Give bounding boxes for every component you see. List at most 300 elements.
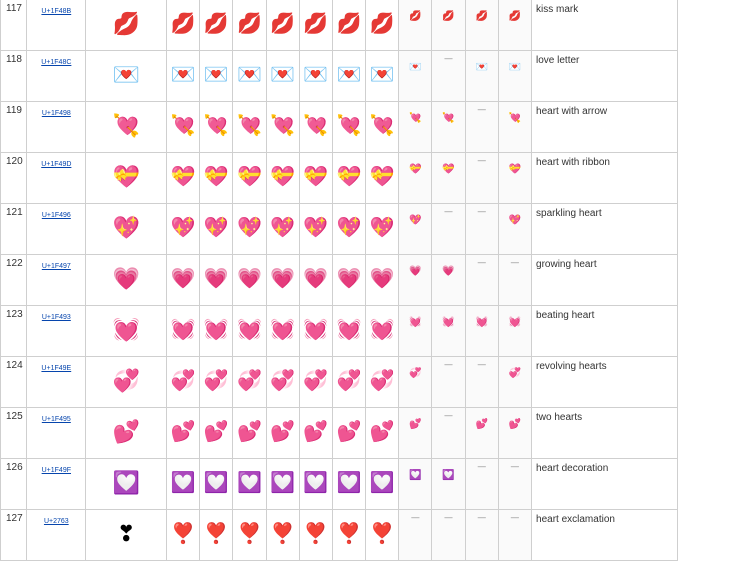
legacy-image-cell [432, 357, 465, 408]
emoji-image-small: — [477, 156, 487, 166]
emoji-name: beating heart [532, 306, 678, 357]
vendor-image-cell [200, 102, 233, 153]
vendor-image-cell [366, 459, 399, 510]
emoji-image-small: 💓 [442, 317, 455, 328]
table-row [1, 204, 678, 255]
emoji-image: 💘 [170, 113, 196, 137]
legacy-image-cell [465, 510, 498, 561]
codepoint-link[interactable]: U+1F49F [41, 467, 71, 474]
emoji-image: 💗 [270, 266, 296, 290]
vendor-image-cell [366, 102, 399, 153]
table-row [1, 459, 678, 510]
emoji-image-small: 💋 [475, 11, 488, 22]
emoji-image-small: 💌 [409, 62, 422, 73]
emoji-image: 💋 [336, 11, 362, 35]
emoji-image: 💌 [336, 62, 362, 86]
emoji-image: 💟 [369, 470, 395, 494]
emoji-image-small: — [510, 462, 520, 472]
emoji-image-small: 💕 [475, 419, 488, 430]
emoji-image-small: — [410, 513, 420, 523]
table-row [1, 306, 678, 357]
emoji-image: 💘 [236, 113, 262, 137]
emoji-image-small: — [444, 360, 454, 370]
legacy-image-cell [465, 459, 498, 510]
emoji-image: 💖 [270, 215, 296, 239]
vendor-image-cell [166, 357, 199, 408]
emoji-image-small: 💗 [409, 266, 422, 277]
row-number: 124 [1, 357, 27, 408]
codepoint-link[interactable]: U+1F498 [41, 110, 71, 117]
legacy-image-cell [432, 204, 465, 255]
emoji-glyph: 💞 [112, 369, 140, 394]
emoji-image-small: 💘 [508, 113, 522, 124]
emoji-name: growing heart [532, 255, 678, 306]
emoji-image-small: 💘 [409, 113, 422, 124]
legacy-image-cell [498, 510, 531, 561]
vendor-image-cell [200, 255, 233, 306]
emoji-name: heart with ribbon [532, 153, 678, 204]
legacy-image-cell [432, 102, 465, 153]
emoji-image: 💖 [369, 215, 395, 239]
emoji-image: 💓 [270, 317, 296, 341]
emoji-image: 💓 [203, 317, 229, 341]
emoji-image-small: — [444, 411, 454, 421]
emoji-name: heart decoration [532, 459, 678, 510]
row-number: 119 [1, 102, 27, 153]
browser-glyph-cell [86, 51, 166, 102]
vendor-image-cell [166, 459, 199, 510]
browser-glyph-cell [86, 459, 166, 510]
emoji-image: 💞 [369, 368, 395, 392]
emoji-image: 💕 [270, 419, 296, 443]
legacy-image-cell [399, 357, 432, 408]
vendor-image-cell [332, 408, 365, 459]
vendor-image-cell [299, 153, 332, 204]
vendor-image-cell [299, 255, 332, 306]
vendor-image-cell [166, 510, 199, 561]
legacy-image-cell [399, 408, 432, 459]
emoji-image-small: 💕 [508, 419, 522, 430]
emoji-image: 💝 [336, 164, 362, 188]
vendor-image-cell [233, 357, 266, 408]
row-number: 127 [1, 510, 27, 561]
emoji-image: ❣️ [203, 521, 229, 545]
legacy-image-cell [399, 459, 432, 510]
codepoint-link[interactable]: U+2763 [43, 518, 69, 525]
legacy-image-cell [498, 459, 531, 510]
legacy-image-cell [498, 204, 531, 255]
vendor-image-cell [332, 459, 365, 510]
emoji-image: 💗 [203, 266, 229, 290]
vendor-image-cell [332, 510, 365, 561]
emoji-image-small: — [444, 54, 454, 64]
codepoint-link[interactable]: U+1F493 [41, 314, 71, 321]
emoji-image: 💞 [170, 368, 196, 392]
emoji-image: 💓 [369, 317, 395, 341]
vendor-image-cell [332, 204, 365, 255]
emoji-image: 💟 [170, 470, 196, 494]
emoji-name: love letter [532, 51, 678, 102]
vendor-image-cell [233, 51, 266, 102]
vendor-image-cell [266, 102, 299, 153]
vendor-image-cell [299, 0, 332, 51]
legacy-image-cell [432, 510, 465, 561]
emoji-glyph: 💓 [112, 318, 140, 343]
emoji-image: 💕 [203, 419, 229, 443]
emoji-image: 💖 [336, 215, 362, 239]
vendor-image-cell [299, 306, 332, 357]
codepoint-link[interactable]: U+1F49D [41, 161, 72, 168]
emoji-image: 💌 [303, 62, 329, 86]
emoji-image: 💝 [236, 164, 262, 188]
vendor-image-cell [200, 357, 233, 408]
emoji-image: 💓 [236, 317, 262, 341]
vendor-image-cell [299, 459, 332, 510]
emoji-image: 💖 [236, 215, 262, 239]
table-row [1, 255, 678, 306]
vendor-image-cell [200, 153, 233, 204]
emoji-image-small: — [510, 513, 520, 523]
emoji-image: ❣️ [170, 521, 196, 545]
emoji-glyph: 💗 [112, 267, 140, 292]
emoji-image: 💖 [170, 215, 196, 239]
vendor-image-cell [166, 306, 199, 357]
vendor-image-cell [233, 102, 266, 153]
emoji-image-small: 💞 [409, 368, 422, 379]
vendor-image-cell [299, 102, 332, 153]
vendor-image-cell [166, 102, 199, 153]
emoji-image: 💝 [170, 164, 196, 188]
codepoint-cell [27, 51, 86, 102]
row-number: 121 [1, 204, 27, 255]
emoji-image: ❣️ [236, 521, 262, 545]
vendor-image-cell [299, 357, 332, 408]
table-row [1, 51, 678, 102]
codepoint-link[interactable]: U+1F48B [41, 8, 72, 15]
vendor-image-cell [366, 306, 399, 357]
vendor-image-cell [366, 51, 399, 102]
vendor-image-cell [299, 510, 332, 561]
emoji-image-small: 💝 [409, 164, 422, 175]
vendor-image-cell [266, 306, 299, 357]
emoji-glyph: 💖 [112, 216, 140, 241]
legacy-image-cell [498, 153, 531, 204]
emoji-image: 💞 [203, 368, 229, 392]
vendor-image-cell [366, 408, 399, 459]
vendor-image-cell [266, 153, 299, 204]
emoji-image: 💕 [336, 419, 362, 443]
emoji-image: ❣️ [303, 521, 329, 545]
browser-glyph-cell [86, 255, 166, 306]
emoji-image-small: 💖 [508, 215, 522, 226]
vendor-image-cell [233, 306, 266, 357]
table-row [1, 153, 678, 204]
vendor-image-cell [166, 204, 199, 255]
codepoint-link[interactable]: U+1F495 [41, 416, 71, 423]
vendor-image-cell [266, 357, 299, 408]
emoji-image: 💟 [336, 470, 362, 494]
emoji-image-small: 💞 [508, 368, 522, 379]
legacy-image-cell [498, 0, 531, 51]
emoji-image-small: 💗 [442, 266, 455, 277]
legacy-image-cell [465, 408, 498, 459]
emoji-image: 💗 [336, 266, 362, 290]
emoji-glyph: ❣ [117, 522, 136, 547]
vendor-image-cell [166, 153, 199, 204]
emoji-image: 💞 [270, 368, 296, 392]
emoji-image-small: — [477, 105, 487, 115]
vendor-image-cell [233, 408, 266, 459]
vendor-image-cell [233, 153, 266, 204]
vendor-image-cell [233, 459, 266, 510]
emoji-image: 💓 [336, 317, 362, 341]
row-number: 125 [1, 408, 27, 459]
emoji-image: 💘 [203, 113, 229, 137]
emoji-image-small: — [477, 462, 487, 472]
codepoint-cell [27, 204, 86, 255]
browser-glyph-cell [86, 102, 166, 153]
emoji-image: 💞 [303, 368, 329, 392]
browser-glyph-cell [86, 306, 166, 357]
emoji-image-small: 💌 [508, 62, 522, 73]
emoji-image-small: 💌 [475, 62, 488, 73]
emoji-image-small: 💖 [409, 215, 422, 226]
browser-glyph-cell [86, 153, 166, 204]
legacy-image-cell [498, 255, 531, 306]
legacy-image-cell [399, 510, 432, 561]
vendor-image-cell [233, 204, 266, 255]
vendor-image-cell [233, 0, 266, 51]
emoji-name: kiss mark [532, 0, 678, 51]
codepoint-cell [27, 306, 86, 357]
row-number: 122 [1, 255, 27, 306]
legacy-image-cell [432, 306, 465, 357]
emoji-image-small: 💘 [442, 113, 455, 124]
vendor-image-cell [166, 0, 199, 51]
emoji-glyph: 💌 [112, 63, 140, 88]
emoji-name: sparkling heart [532, 204, 678, 255]
vendor-image-cell [166, 51, 199, 102]
codepoint-cell [27, 357, 86, 408]
row-number: 117 [1, 0, 27, 51]
legacy-image-cell [498, 408, 531, 459]
vendor-image-cell [366, 255, 399, 306]
vendor-image-cell [166, 408, 199, 459]
emoji-image-small: 💓 [475, 317, 488, 328]
emoji-image-small: — [444, 207, 454, 217]
emoji-image: 💘 [270, 113, 296, 137]
legacy-image-cell [432, 0, 465, 51]
emoji-image: 💗 [303, 266, 329, 290]
codepoint-cell [27, 459, 86, 510]
emoji-name: revolving hearts [532, 357, 678, 408]
emoji-image: 💗 [170, 266, 196, 290]
emoji-image-small: — [477, 207, 487, 217]
legacy-image-cell [399, 153, 432, 204]
row-number: 123 [1, 306, 27, 357]
legacy-image-cell [432, 153, 465, 204]
browser-glyph-cell [86, 204, 166, 255]
emoji-glyph: 💝 [112, 165, 140, 190]
emoji-image: 💋 [236, 11, 262, 35]
legacy-image-cell [465, 102, 498, 153]
browser-glyph-cell [86, 408, 166, 459]
emoji-glyph: 💕 [112, 420, 140, 445]
emoji-image: 💝 [369, 164, 395, 188]
codepoint-link[interactable]: U+1F49E [41, 365, 72, 372]
emoji-image-small: 💓 [409, 317, 422, 328]
codepoint-link[interactable]: U+1F48C [41, 59, 72, 66]
vendor-image-cell [366, 510, 399, 561]
legacy-image-cell [465, 51, 498, 102]
vendor-image-cell [200, 510, 233, 561]
vendor-image-cell [332, 102, 365, 153]
vendor-image-cell [200, 0, 233, 51]
emoji-image: 💘 [303, 113, 329, 137]
table-row [1, 357, 678, 408]
vendor-image-cell [332, 153, 365, 204]
vendor-image-cell [266, 408, 299, 459]
emoji-image: ❣️ [270, 521, 296, 545]
codepoint-cell [27, 408, 86, 459]
emoji-image: 💟 [236, 470, 262, 494]
codepoint-link[interactable]: U+1F496 [41, 212, 71, 219]
legacy-image-cell [432, 51, 465, 102]
vendor-image-cell [266, 204, 299, 255]
emoji-image: 💗 [369, 266, 395, 290]
emoji-image: 💋 [170, 11, 196, 35]
emoji-image-small: 💝 [442, 164, 455, 175]
vendor-image-cell [366, 0, 399, 51]
emoji-image: 💝 [303, 164, 329, 188]
emoji-image: 💟 [303, 470, 329, 494]
codepoint-link[interactable]: U+1F497 [41, 263, 71, 270]
emoji-image: 💝 [270, 164, 296, 188]
row-number: 126 [1, 459, 27, 510]
emoji-image: 💌 [369, 62, 395, 86]
emoji-image-small: — [444, 513, 454, 523]
codepoint-cell [27, 153, 86, 204]
emoji-image-small: 💓 [508, 317, 522, 328]
vendor-image-cell [233, 255, 266, 306]
emoji-image-small: 💝 [508, 164, 522, 175]
emoji-image: 💋 [369, 11, 395, 35]
emoji-image-small: — [477, 513, 487, 523]
legacy-image-cell [399, 204, 432, 255]
emoji-image: 💖 [203, 215, 229, 239]
legacy-image-cell [465, 153, 498, 204]
emoji-name: heart exclamation [532, 510, 678, 561]
emoji-glyph: 💋 [112, 12, 140, 37]
codepoint-cell [27, 255, 86, 306]
vendor-image-cell [200, 459, 233, 510]
legacy-image-cell [498, 306, 531, 357]
vendor-image-cell [266, 51, 299, 102]
emoji-image: 💗 [236, 266, 262, 290]
vendor-image-cell [299, 204, 332, 255]
emoji-table-body [1, 0, 678, 561]
emoji-image-small: — [477, 258, 487, 268]
vendor-image-cell [200, 51, 233, 102]
codepoint-cell [27, 0, 86, 51]
vendor-image-cell [299, 51, 332, 102]
legacy-image-cell [399, 102, 432, 153]
emoji-image: 💕 [369, 419, 395, 443]
vendor-image-cell [366, 357, 399, 408]
vendor-image-cell [200, 306, 233, 357]
emoji-image: 💋 [270, 11, 296, 35]
vendor-image-cell [332, 306, 365, 357]
legacy-image-cell [432, 408, 465, 459]
emoji-image: 💕 [170, 419, 196, 443]
emoji-name: heart with arrow [532, 102, 678, 153]
vendor-image-cell [299, 408, 332, 459]
emoji-image-small: 💟 [409, 470, 422, 481]
emoji-image: ❣️ [369, 521, 395, 545]
row-number: 118 [1, 51, 27, 102]
emoji-image: 💖 [303, 215, 329, 239]
vendor-image-cell [200, 204, 233, 255]
emoji-name: two hearts [532, 408, 678, 459]
vendor-image-cell [366, 204, 399, 255]
codepoint-cell [27, 510, 86, 561]
emoji-image-small: — [510, 258, 520, 268]
legacy-image-cell [432, 255, 465, 306]
emoji-image: 💝 [203, 164, 229, 188]
vendor-image-cell [266, 510, 299, 561]
legacy-image-cell [465, 0, 498, 51]
browser-glyph-cell [86, 0, 166, 51]
emoji-image: ❣️ [336, 521, 362, 545]
vendor-image-cell [332, 255, 365, 306]
vendor-image-cell [366, 153, 399, 204]
legacy-image-cell [465, 357, 498, 408]
table-row [1, 0, 678, 51]
legacy-image-cell [465, 204, 498, 255]
emoji-image: 💟 [270, 470, 296, 494]
browser-glyph-cell [86, 357, 166, 408]
emoji-glyph: 💘 [112, 114, 140, 139]
legacy-image-cell [498, 102, 531, 153]
emoji-image: 💋 [303, 11, 329, 35]
emoji-image: 💟 [203, 470, 229, 494]
emoji-image: 💓 [303, 317, 329, 341]
legacy-image-cell [465, 306, 498, 357]
browser-glyph-cell [86, 510, 166, 561]
emoji-image-small: 💋 [409, 11, 422, 22]
vendor-image-cell [266, 459, 299, 510]
emoji-image: 💕 [303, 419, 329, 443]
codepoint-cell [27, 102, 86, 153]
emoji-image: 💋 [203, 11, 229, 35]
legacy-image-cell [498, 51, 531, 102]
table-row [1, 510, 678, 561]
emoji-image: 💞 [336, 368, 362, 392]
legacy-image-cell [399, 255, 432, 306]
legacy-image-cell [498, 357, 531, 408]
legacy-image-cell [465, 255, 498, 306]
legacy-image-cell [399, 0, 432, 51]
emoji-image-small: — [477, 360, 487, 370]
emoji-image: 💌 [170, 62, 196, 86]
legacy-image-cell [399, 306, 432, 357]
emoji-image-small: 💋 [508, 11, 522, 22]
vendor-image-cell [332, 0, 365, 51]
vendor-image-cell [166, 255, 199, 306]
vendor-image-cell [266, 255, 299, 306]
emoji-image-small: 💋 [442, 11, 455, 22]
emoji-image-small: 💟 [442, 470, 455, 481]
